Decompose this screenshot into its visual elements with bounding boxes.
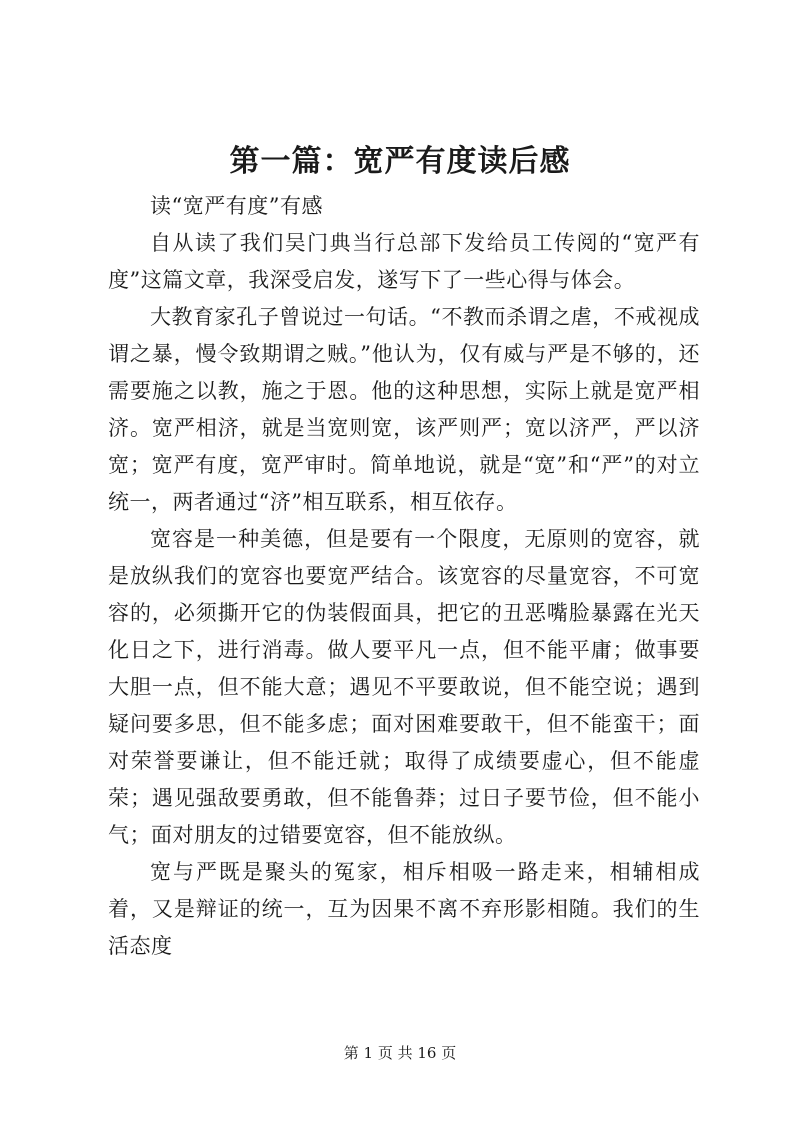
paragraph: 大教育家孔子曾说过一句话。“不教而杀谓之虐，不戒视成谓之暴，慢令致期谓之贼。”他认为，仅有威与严是不够的，还需要施之以教，施之于恩。他的这种思想，实际上就是宽严相济。宽严相济，就是当宽则宽，该严则严；宽以济严，严以济宽；宽严有度，宽严审时。简单地说，就是“宽”和“严”的对立统一，两者通过“济”相互联系，相互依存。 bbox=[108, 305, 700, 514]
paragraph: 自从读了我们吴门典当行总部下发给员工传阅的“宽严有度”这篇文章，我深受启发，遂写下了一些心得与体会。 bbox=[108, 231, 700, 292]
paragraph-subtitle: 读“宽严有度”有感 bbox=[150, 194, 323, 218]
document-title: 第一篇：宽严有度读后感 bbox=[229, 144, 571, 179]
paragraph: 宽与严既是聚头的冤家，相斥相吸一路走来，相辅相成着，又是辩证的统一，互为因果不离不弃形影相随。我们的生活态度 bbox=[108, 860, 700, 958]
document-body bbox=[108, 188, 700, 965]
paragraph: 宽容是一种美德，但是要有一个限度，无原则的宽容，就是放纵我们的宽容也要宽严结合。该宽容的尽量宽容，不可宽容的，必须撕开它的伪装假面具，把它的丑恶嘴脸暴露在光天化日之下，进行消毒。做人要平凡一点，但不能平庸；做事要大胆一点，但不能大意；遇见不平要敢说，但不能空说；遇到疑问要多思，但不能多虑；面对困难要敢干，但不能蛮干；面对荣誉要谦让，但不能迁就；取得了成绩要虚心，但不能虚荣；遇见强敌要勇敢，但不能鲁莽；过日子要节俭，但不能小气；面对朋友的过错要宽容，但不能放纵。 bbox=[108, 527, 700, 847]
page-number-footer: 第 1 页 共 16 页 bbox=[343, 1044, 457, 1062]
